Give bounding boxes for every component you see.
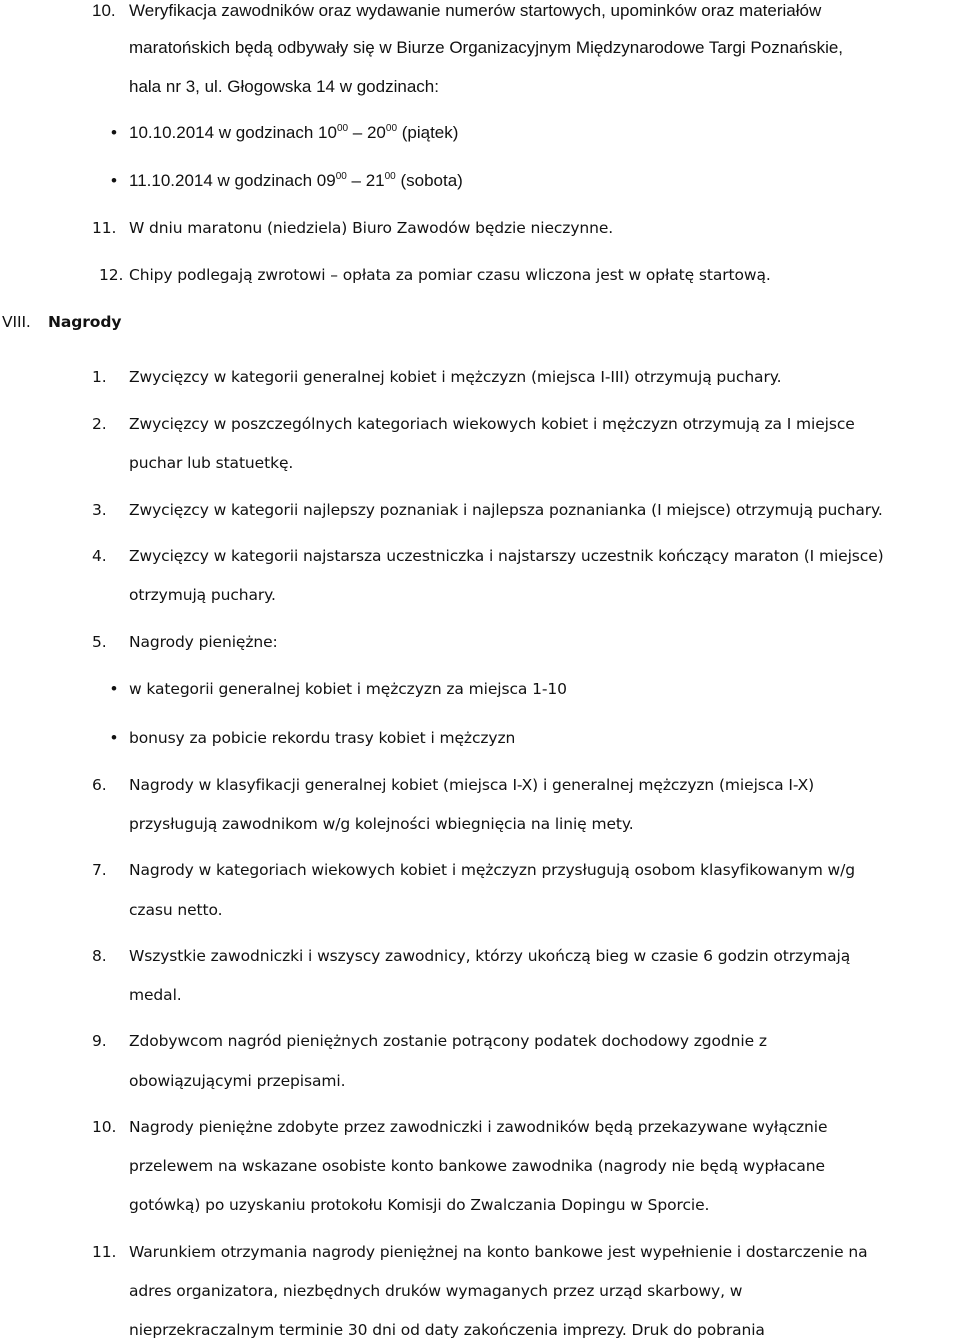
prize-bullet-text: w kategorii generalnej kobiet i mężczyzn za miejsca 1-10 [129,680,567,698]
item-text-line: Zwycięzcy w kategorii najstarsza uczestniczka i najstarszy uczestnik kończący maraton (I miejsce) [129,547,884,565]
item-text-line: czasu netto. [129,901,223,919]
item-text-line: Nagrody pieniężne zdobyte przez zawodniczki i zawodników będą przekazywane wyłącznie [129,1118,828,1136]
item-text-line: medal. [129,986,182,1004]
item-text-line: Zdobywcom nagród pieniężnych zostanie potrącony podatek dochodowy zgodnie z [129,1032,767,1050]
schedule-day: (piątek) [397,123,459,142]
item-text-line: Zwycięzcy w kategorii najlepszy poznaniak i najlepsza poznanianka (I miejsce) otrzymują puchary. [129,501,883,519]
item-text-line: Chipy podlegają zwrotowi – opłata za pomiar czasu wliczona jest w opłatę startową. [129,266,771,284]
item-text-line: Nagrody w klasyfikacji generalnej kobiet (miejsca I-X) i generalnej mężczyzn (miejsca I-X) [129,776,815,794]
item-text-line: Weryfikacja zawodników oraz wydawanie numerów startowych, upominków oraz materiałów [129,1,822,20]
item-number: 11. [92,1243,117,1261]
schedule-date: 11.10.2014 w godzinach 09 [129,171,336,190]
item-text-line: adres organizatora, niezbędnych druków wymaganych przez urząd skarbowy, w [129,1282,743,1300]
item-text-line: maratońskich będą odbywały się w Biurze Organizacyjnym Międzynarodowe Targi Poznańskie, [129,38,844,57]
item-number: 9. [92,1032,107,1050]
item-number: 6. [92,776,107,794]
item-text-line: gotówką) po uzyskaniu protokołu Komisji do Zwalczania Dopingu w Sporcie. [129,1196,710,1214]
item-text-line: Nagrody pieniężne: [129,633,278,651]
item-number: 10. [92,1118,117,1136]
schedule-minutes: 00 [336,123,349,134]
item-number: 1. [92,368,107,386]
item-number: 8. [92,947,107,965]
item-number: 5. [92,633,107,651]
bullet-icon: • [111,123,117,142]
schedule-minutes: 00 [385,123,398,134]
item-number: 4. [92,547,107,565]
item-text-line: otrzymują puchary. [129,586,276,604]
schedule-minutes: 00 [384,171,396,182]
item-number: 2. [92,415,107,433]
bullet-icon: • [111,171,117,190]
schedule-date: 10.10.2014 w godzinach 10 [129,123,337,142]
item-text-line: hala nr 3, ul. Głogowska 14 w godzinach: [129,77,439,96]
item-number: 3. [92,501,107,519]
schedule-sep: – 20 [348,123,386,142]
item-text-line: nieprzekraczalnym terminie 30 dni od daty zakończenia imprezy. Druk do pobrania [129,1321,765,1339]
item-number: 11. [92,219,117,237]
section-title: Nagrody [48,313,122,331]
item-number: 12. [99,266,124,284]
item-number: 7. [92,861,107,879]
item-number: 10. [92,1,116,20]
item-text-line: puchar lub statuetkę. [129,454,294,472]
bullet-icon: • [111,679,117,698]
schedule-minutes: 00 [335,171,347,182]
prize-bullet-text: bonusy za pobicie rekordu trasy kobiet i mężczyzn [129,729,516,747]
schedule-day: (sobota) [395,171,463,190]
item-text-line: Zwycięzcy w poszczególnych kategoriach wiekowych kobiet i mężczyzn otrzymują za I miejsce [129,415,855,433]
item-text-line: Nagrody w kategoriach wiekowych kobiet i mężczyzn przysługują osobom klasyfikowanym w/g [129,861,855,879]
item-text-line: przysługują zawodnikom w/g kolejności wbiegnięcia na linię mety. [129,815,634,833]
item-text-line: W dniu maratonu (niedziela) Biuro Zawodów będzie nieczynne. [129,219,614,237]
item-text-line: obowiązującymi przepisami. [129,1072,346,1090]
item-text-line: przelewem na wskazane osobiste konto bankowe zawodnika (nagrody nie będą wypłacane [129,1157,825,1175]
schedule-sep: – 21 [346,171,385,190]
item-text-line: Zwycięzcy w kategorii generalnej kobiet i mężczyzn (miejsca I-III) otrzymują puchary. [129,368,782,386]
bullet-icon: • [111,728,117,747]
item-text-line: Wszystkie zawodniczki i wszyscy zawodnicy, którzy ukończą bieg w czasie 6 godzin otrzymają [129,947,851,965]
item-text-line: Warunkiem otrzymania nagrody pieniężnej na konto bankowe jest wypełnienie i dostarczenie na [129,1243,868,1261]
section-number: VIII. [2,313,31,331]
